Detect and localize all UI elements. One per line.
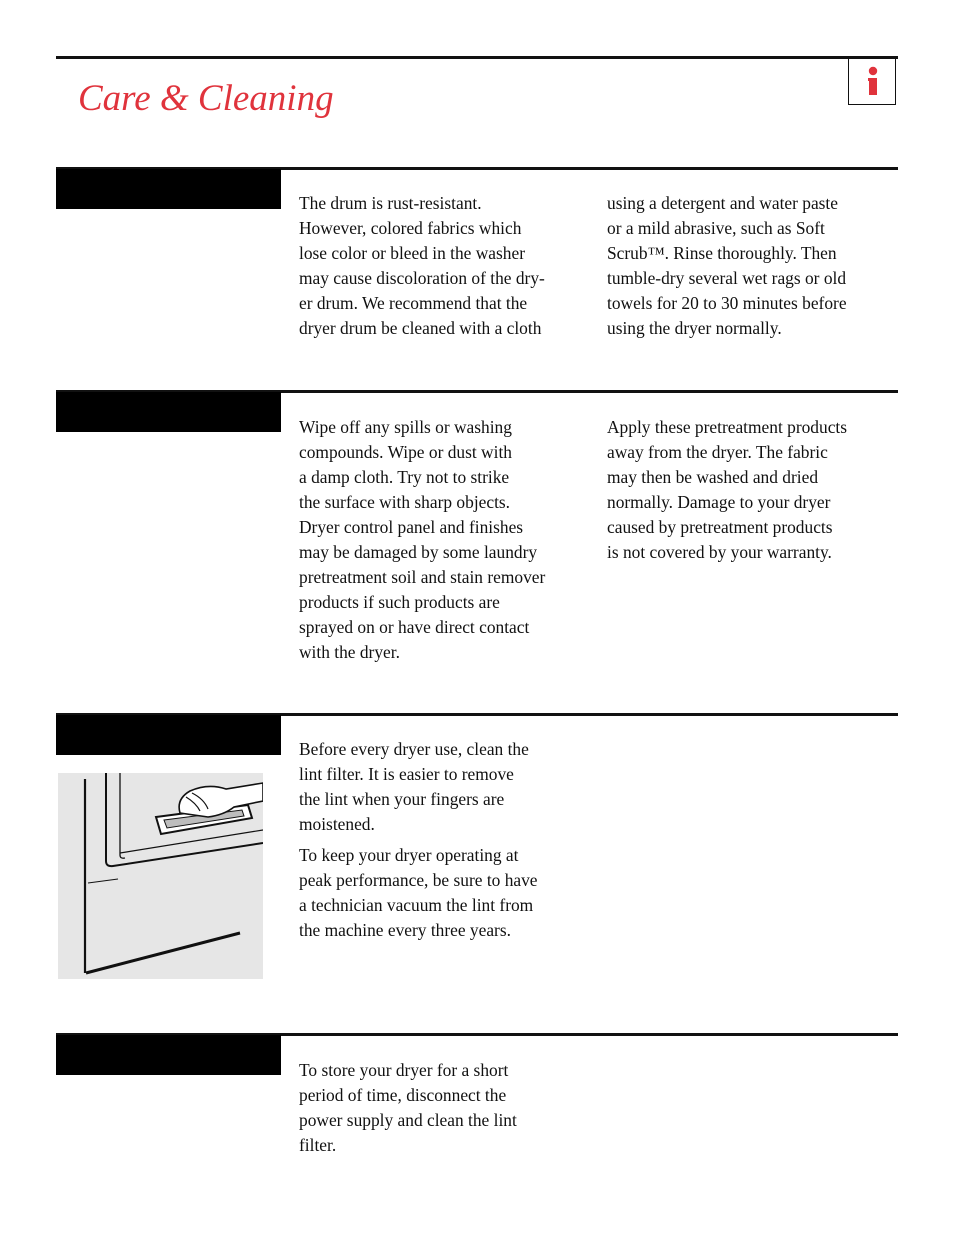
text-line: To store your dryer for a short bbox=[299, 1060, 509, 1080]
drum-text-col2 bbox=[607, 191, 847, 341]
text-line: dryer drum be cleaned with a cloth bbox=[299, 318, 542, 338]
section-header-bar-drum bbox=[56, 169, 281, 209]
text-line: the machine every three years. bbox=[299, 920, 511, 940]
lint-filter-text-col1 bbox=[299, 737, 538, 943]
exterior-text-col2 bbox=[607, 415, 847, 565]
text-line: a damp cloth. Try not to strike bbox=[299, 467, 510, 487]
storage-text-col1 bbox=[299, 1058, 517, 1158]
text-line: lint filter. It is easier to remove bbox=[299, 764, 514, 784]
text-line: Apply these pretreatment products bbox=[607, 417, 848, 437]
text-line: normally. Damage to your dryer bbox=[607, 492, 831, 512]
text-line: Dryer control panel and finishes bbox=[299, 517, 524, 537]
text-line: may then be washed and dried bbox=[607, 467, 819, 487]
text-line: moistened. bbox=[299, 814, 375, 834]
text-line: using the dryer normally. bbox=[607, 318, 782, 338]
text-line: may be damaged by some laundry bbox=[299, 542, 538, 562]
section-header-bar-exterior bbox=[56, 392, 281, 432]
section-header-bar-lint-filter bbox=[56, 715, 281, 755]
text-line: To keep your dryer operating at bbox=[299, 845, 519, 865]
text-line: products if such products are bbox=[299, 592, 500, 612]
text-line: is not covered by your warranty. bbox=[607, 542, 832, 562]
text-line: However, colored fabrics which bbox=[299, 218, 522, 238]
lint-filter-illustration bbox=[58, 773, 263, 979]
text-line: caused by pretreatment products bbox=[607, 517, 833, 537]
text-line: a technician vacuum the lint from bbox=[299, 895, 534, 915]
text-line: may cause discoloration of the dry- bbox=[299, 268, 545, 288]
exterior-text-col1 bbox=[299, 415, 545, 665]
text-line: Scrub™. Rinse thoroughly. Then bbox=[607, 243, 837, 263]
text-line: with the dryer. bbox=[299, 642, 400, 662]
text-line: peak performance, be sure to have bbox=[299, 870, 538, 890]
text-line: using a detergent and water paste bbox=[607, 193, 838, 213]
text-line: or a mild abrasive, such as Soft bbox=[607, 218, 825, 238]
text-line: The drum is rust-resistant. bbox=[299, 193, 482, 213]
text-line: away from the dryer. The fabric bbox=[607, 442, 828, 462]
info-icon bbox=[849, 57, 897, 105]
text-line: the lint when your fingers are bbox=[299, 789, 505, 809]
text-line: pretreatment soil and stain remover bbox=[299, 567, 546, 587]
text-line: Before every dryer use, clean the bbox=[299, 739, 529, 759]
text-line: towels for 20 to 30 minutes before bbox=[607, 293, 847, 313]
text-line: lose color or bleed in the washer bbox=[299, 243, 526, 263]
text-line: compounds. Wipe or dust with bbox=[299, 442, 512, 462]
page-title: Care & Cleaning bbox=[78, 78, 334, 119]
text-line: er drum. We recommend that the bbox=[299, 293, 528, 313]
text-line: the surface with sharp objects. bbox=[299, 492, 511, 512]
text-line: power supply and clean the lint bbox=[299, 1110, 517, 1130]
top-rule bbox=[56, 56, 898, 59]
text-line: filter. bbox=[299, 1135, 337, 1155]
section-header-bar-storage bbox=[56, 1035, 281, 1075]
text-line: period of time, disconnect the bbox=[299, 1085, 507, 1105]
text-line: Wipe off any spills or washing bbox=[299, 417, 512, 437]
drum-text-col1 bbox=[299, 191, 545, 341]
text-line: sprayed on or have direct contact bbox=[299, 617, 530, 637]
text-line: tumble-dry several wet rags or old bbox=[607, 268, 847, 288]
info-box bbox=[848, 57, 896, 105]
